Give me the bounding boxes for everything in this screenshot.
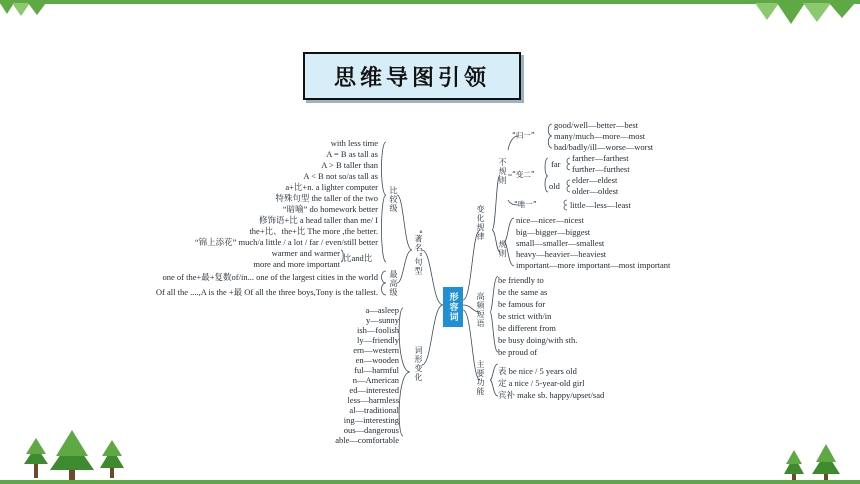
superlative-item: Of all the ....,A is the +最 Of all the three boys,Tony is the tallest. [155, 287, 378, 297]
word-form-item: ous—dangerous [343, 425, 399, 435]
regular-item: small—smaller—smallest [516, 238, 605, 248]
far-item: farther—farthest [572, 153, 629, 163]
word-form-item: n—American [352, 375, 399, 385]
word-form-item: a—asleep [365, 305, 399, 315]
comparative-item: the+比、the+比 The more ,the better. [249, 226, 378, 236]
comparative-item: 修饰语+比 a head taller than me/ I [258, 215, 378, 225]
comparative-item: “锦上添花” much/a little / a lot / far / even/still better [194, 237, 378, 247]
word-form-item: ing—interesting [343, 415, 399, 425]
irregular-label: 不规则 [498, 158, 507, 185]
phrase-item: be friendly to [498, 275, 544, 285]
old-item: elder—eldest [572, 175, 618, 185]
phrase-item: be different from [498, 323, 556, 333]
far-item: further—furthest [572, 164, 630, 174]
word-form-item: ish—foolish [356, 325, 399, 335]
phrase-item: be the same as [498, 287, 548, 297]
group-one-label: “归一” [512, 131, 535, 140]
word-form-item: able—comfortable [335, 435, 399, 445]
superlative-item: one of the+最+复数of/in... one of the largest cities in the world [162, 272, 378, 282]
word-form-item: al—traditional [349, 405, 399, 415]
comparative-item: A > B taller than [321, 160, 378, 170]
irregular-item: bad/badly/ill—worse—worst [554, 142, 654, 152]
comparative-item: with less time [330, 138, 378, 148]
regular-label: 规则 [498, 240, 507, 258]
word-form-item: ly—friendly [356, 335, 399, 345]
comparative-item: warmer and warmer [271, 248, 340, 258]
word-form-label: 词形变化 [414, 346, 423, 382]
function-label: 主要功能 [476, 360, 485, 396]
comparative-item: A < B not so/as tall as [303, 171, 378, 181]
word-form-item: ern—western [353, 345, 399, 355]
fixed-phrase-label: 高频短语 [476, 292, 485, 328]
center-node-adjective: 形容词 [443, 287, 463, 327]
comparative-item: A = B as tall as [326, 149, 378, 159]
function-item: 表 be nice / 5 years old [498, 366, 577, 376]
famous-pattern-label: "著名"句型 [414, 230, 423, 276]
far-label: far [551, 159, 561, 169]
superlative-label: 最高级 [389, 270, 398, 297]
word-form-item: less—harmless [347, 395, 399, 405]
comparative-item: more and more important [253, 259, 340, 269]
phrase-item: be busy doing/with sth. [498, 335, 578, 345]
word-form-item: y—sunny [365, 315, 399, 325]
group-only-label: “唯一” [514, 200, 537, 209]
word-form-item: en—wooden [355, 355, 399, 365]
comparative-item: a+比+n. a lighter computer [285, 182, 378, 192]
old-item: older—oldest [572, 186, 619, 196]
change-rules-label: 变化规律 [476, 205, 485, 241]
word-form-item: ed—interested [349, 385, 399, 395]
word-form-item: ful—harmful [354, 365, 399, 375]
phrase-item: be proud of [498, 347, 538, 357]
old-label: old [549, 181, 560, 191]
comparative-item: “暗喻” do homework better [282, 204, 378, 214]
group-two-label: “变二” [512, 170, 535, 179]
page-title: 思维导图引领 [333, 65, 490, 91]
irregular-item: many/much—more—most [554, 131, 646, 141]
phrase-item: be famous for [498, 299, 546, 309]
regular-item: heavy—heavier—heaviest [516, 249, 607, 259]
regular-item: nice—nicer—nicest [516, 215, 584, 225]
compare-and-compare-tag: 比and比 [343, 253, 373, 263]
comparative-label: 比较级 [389, 186, 398, 213]
phrase-item: be strict with/in [498, 311, 552, 321]
regular-item: big—bigger—biggest [516, 227, 591, 237]
irregular-item: good/well—better—best [554, 120, 639, 130]
function-item: 定 a nice / 5-year-old girl [498, 378, 585, 388]
only-item: little—less—least [570, 200, 631, 210]
function-item: 宾补 make sb. happy/upset/sad [498, 390, 605, 400]
regular-item: important—more important—most important [516, 260, 671, 270]
comparative-item: 特殊句型 the taller of the two [275, 193, 378, 203]
